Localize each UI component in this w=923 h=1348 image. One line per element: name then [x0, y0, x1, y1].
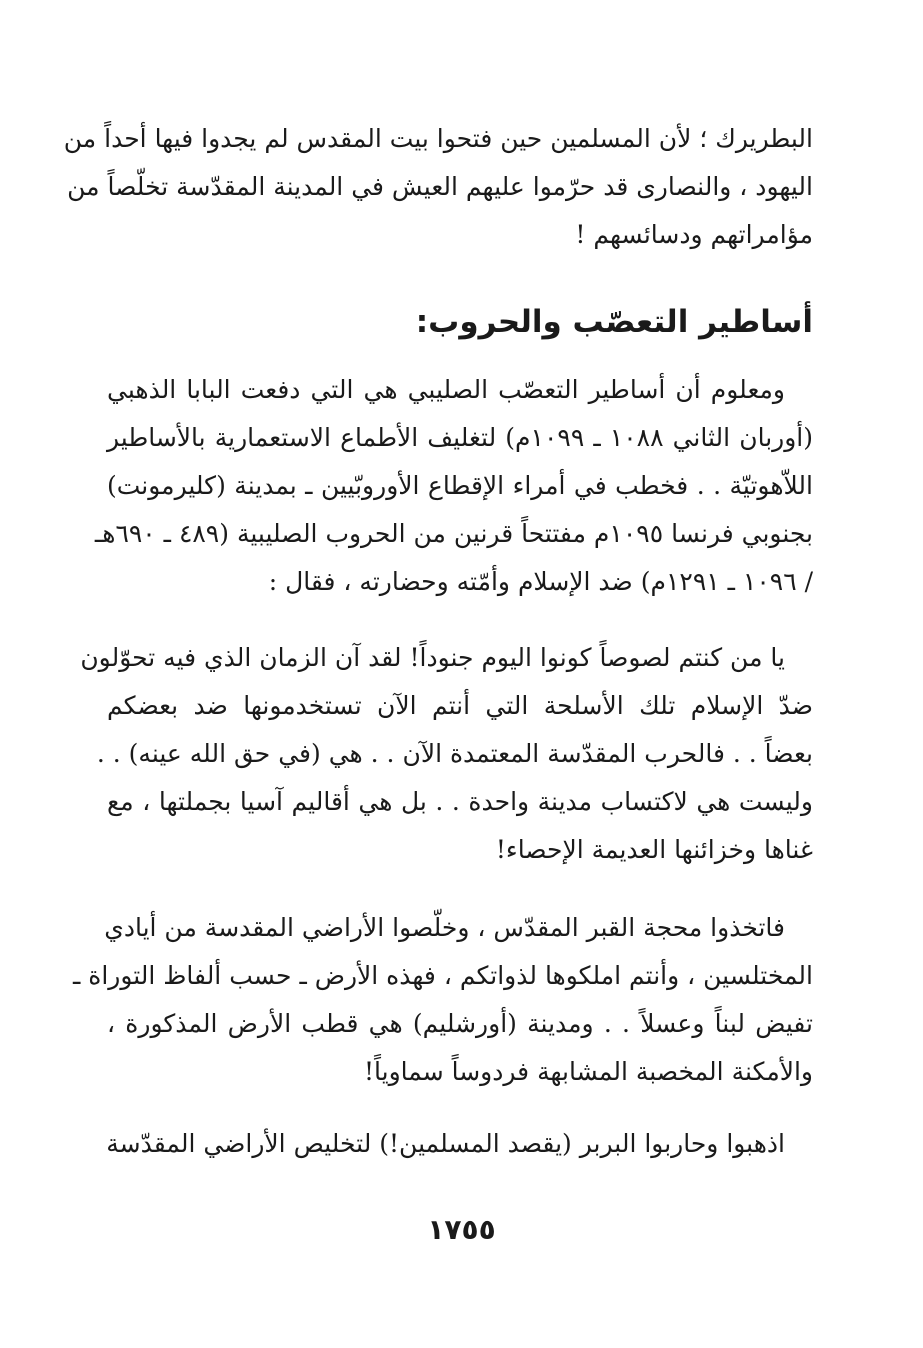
- paragraph-2-line-2: (أوربان الثاني ١٠٨٨ ـ ١٠٩٩م) لتغليف الأطماع الاستعمارية بالأساطير: [107, 423, 813, 452]
- page-number: ١٧٥٥: [427, 1213, 496, 1246]
- paragraph-1-line-3: مؤامراتهم ودسائسهم !: [575, 220, 813, 249]
- paragraph-2-line-3: اللاّهوتيّة . . فخطب في أمراء الإقطاع الأوروبّيين ـ بمدينة (كليرمونت): [107, 471, 813, 500]
- paragraph-2-line-5: / ١٠٩٦ ـ ١٢٩١م) ضد الإسلام وأمّته وحضارته ، فقال :: [268, 567, 813, 596]
- paragraph-3-line-3: بعضاً . . فالحرب المقدّسة المعتمدة الآن . . هي (في حق الله عينه) . .: [96, 739, 813, 768]
- paragraph-3: [80, 634, 813, 874]
- paragraph-4-line-3: تفيض لبناً وعسلاً . . ومدينة (أورشليم) هي قطب الأرض المذكورة ،: [107, 1009, 813, 1038]
- paragraph-3-line-5: غناها وخزائنها العديمة الإحصاء!: [495, 835, 813, 864]
- paragraph-5: [107, 1120, 813, 1168]
- paragraph-2: [94, 366, 813, 606]
- paragraph-3-line-2: ضدّ الإسلام تلك الأسلحة التي أنتم الآن تستخدمونها ضد بعضكم: [107, 691, 813, 720]
- paragraph-1: [63, 115, 813, 259]
- paragraph-3-line-1: يا من كنتم لصوصاً كونوا اليوم جنوداً! لقد آن الزمان الذي فيه تحوّلون: [80, 643, 785, 672]
- paragraph-4-line-2: المختلسين ، وأنتم املكوها لذواتكم ، فهذه الأرض ـ حسب ألفاظ التوراة ـ: [72, 961, 813, 990]
- paragraph-2-line-4: بجنوبي فرنسا ١٠٩٥م مفتتحاً قرنين من الحروب الصليبية (٤٨٩ ـ ٦٩٠هـ: [94, 519, 813, 548]
- paragraph-4-line-4: والأمكنة المخصبة المشابهة فردوساً سماوياً!: [363, 1057, 813, 1086]
- paragraph-1-line-1: البطريرك ؛ لأن المسلمين حين فتحوا بيت المقدس لم يجدوا فيها أحداً من: [63, 124, 813, 153]
- paragraph-3-line-4: وليست هي لاكتساب مدينة واحدة . . بل هي أقاليم آسيا بجملتها ، مع: [107, 787, 813, 816]
- paragraph-1-line-2: اليهود ، والنصارى قد حرّموا عليهم العيش في المدينة المقدّسة تخلّصاً من: [67, 172, 813, 201]
- paragraph-2-line-1: ومعلوم أن أساطير التعصّب الصليبي هي التي دفعت البابا الذهبي: [107, 375, 785, 404]
- paragraph-4-line-1: فاتخذوا محجة القبر المقدّس ، وخلّصوا الأراضي المقدسة من أيادي: [104, 913, 785, 942]
- paragraph-5-line-1: اذهبوا وحاربوا البربر (يقصد المسلمين!) لتخليص الأراضي المقدّسة: [106, 1129, 785, 1158]
- section-heading: أساطير التعصّب والحروب:: [415, 304, 813, 340]
- paragraph-4: [72, 904, 813, 1096]
